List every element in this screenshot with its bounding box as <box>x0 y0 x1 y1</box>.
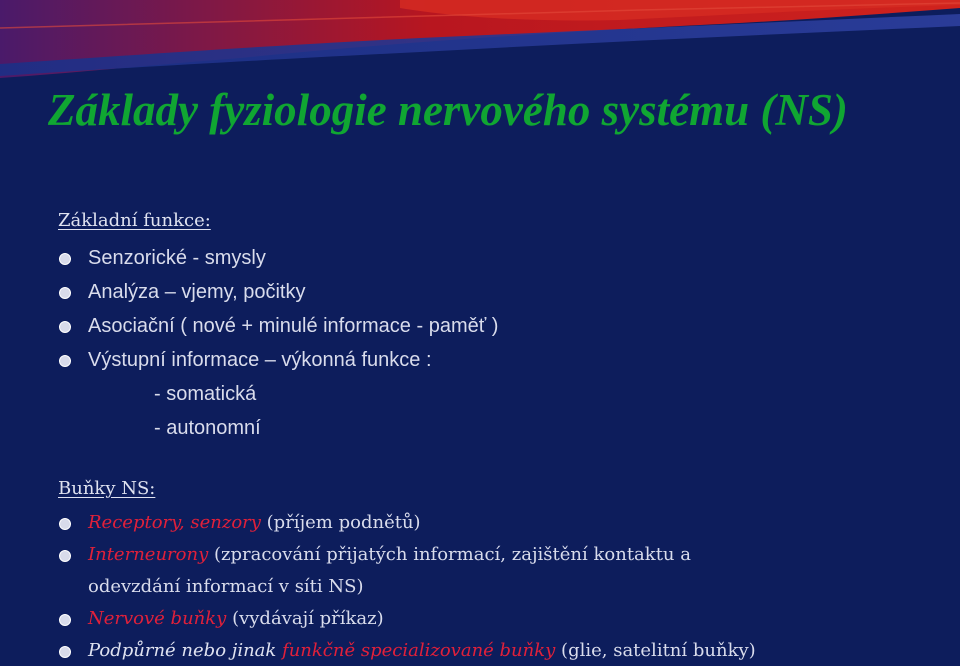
desc-nerve-cells: (vydávají příkaz) <box>226 608 384 629</box>
sub-item-autonomic: - autonomní <box>154 417 261 439</box>
list-item: Analýza – vjemy, počitky <box>0 275 498 309</box>
list-item-support-cells <box>0 635 756 666</box>
list-item-nerve-cells <box>0 603 756 635</box>
desc-receptors: (příjem podnětů) <box>260 512 421 533</box>
sub-item-somatic: - somatická <box>154 383 257 405</box>
term-support-cells: funkčně specializované buňky <box>282 640 556 661</box>
section-label-basic-functions: Základní funkce: <box>58 210 211 231</box>
list-item-receptors <box>0 507 756 539</box>
slide-title: Základy fyziologie nervového systému (NS) <box>48 85 848 135</box>
desc-interneurons: (zpracování přijatých informací, zajištění kontaktu a <box>208 544 691 565</box>
list-item: Asociační ( nové + minulé informace - paměť ) <box>0 309 498 343</box>
term-support-cells-prefix: Podpůrné nebo jinak <box>88 640 283 661</box>
list-item: Senzorické - smysly <box>0 241 498 275</box>
basic-functions-list <box>0 241 498 445</box>
ns-cells-list <box>0 507 756 666</box>
list-item-interneurons-continued: odevzdání informací v síti NS) <box>88 576 364 597</box>
section-label-ns-cells: Buňky NS: <box>58 478 156 499</box>
desc-support-cells: (glie, satelitní buňky) <box>555 640 756 661</box>
list-item-interneurons <box>0 539 756 571</box>
term-nerve-cells: Nervové buňky <box>88 608 227 629</box>
list-item: Výstupní informace – výkonná funkce : <box>0 343 498 377</box>
term-interneurons: Interneurony <box>88 544 209 565</box>
term-receptors: Receptory, senzory <box>88 512 261 533</box>
